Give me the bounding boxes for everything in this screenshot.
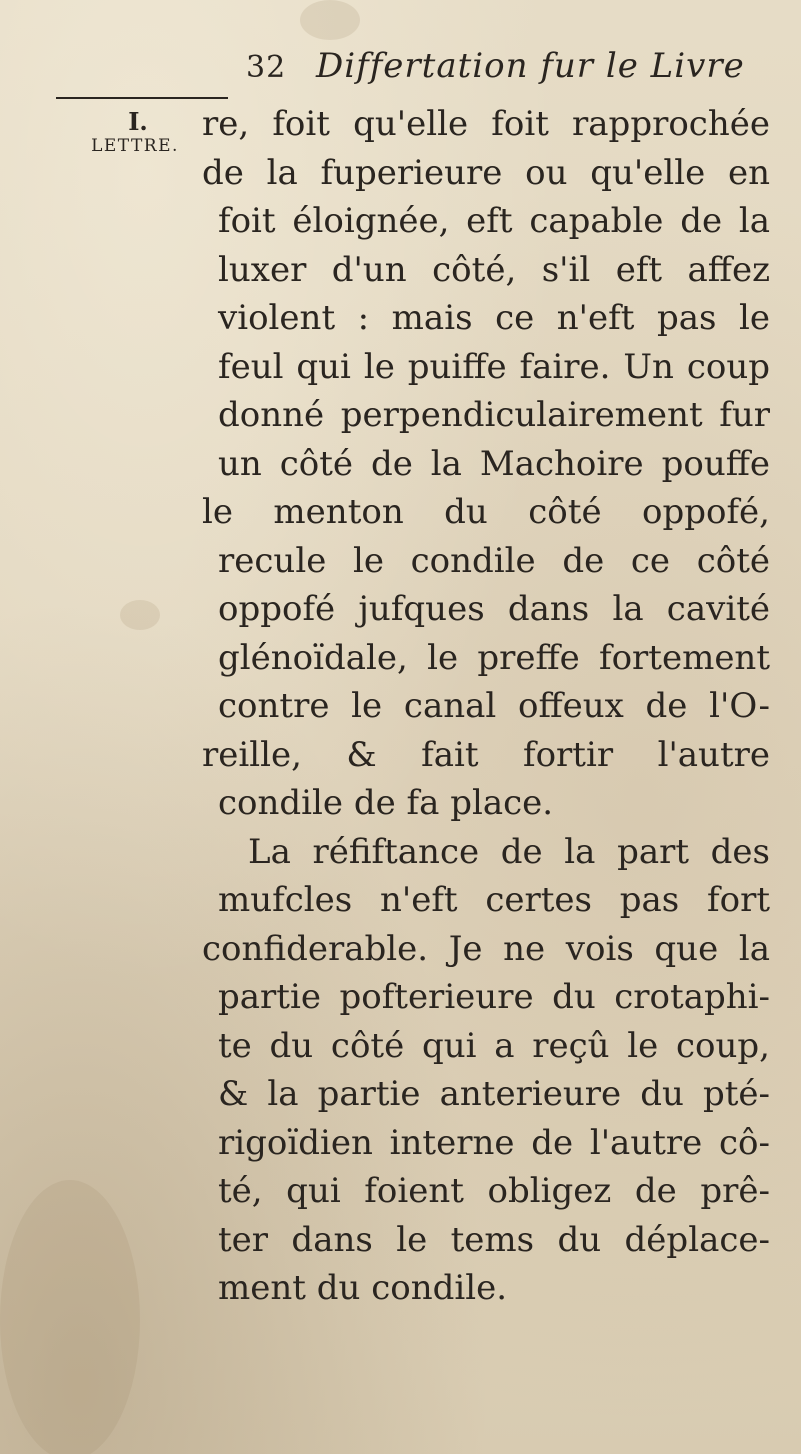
text-line: foit éloignée, eft capable de la (218, 201, 770, 241)
text-line: oppofé jufques dans la cavité (218, 589, 770, 629)
text-line: violent : mais ce n'eft pas le (218, 298, 770, 338)
text-line: recule le condile de ce côté (218, 540, 770, 581)
running-title: Differtation fur le Livre (316, 46, 745, 86)
text-line: un côté de la Machoire pouffe (218, 443, 770, 484)
text-line: reille, & fait fortir l'autre (202, 734, 770, 775)
text-line: mufcles n'eft certes pas fort (218, 880, 770, 920)
text-line: condile de fa place. (218, 783, 554, 823)
text-line: le menton du côté oppofé, (202, 492, 770, 532)
text-line: & la partie anterieure du pté- (218, 1074, 770, 1114)
text-line: luxer d'un côté, s'il eft affez (218, 249, 770, 290)
text-line: rigoïdien interne de l'autre cô- (218, 1122, 770, 1163)
paper-stain (300, 0, 360, 40)
margin-note (50, 107, 220, 156)
page-number: 32 (246, 50, 287, 85)
text-line: de la fuperieure ou qu'elle en (202, 152, 770, 193)
paper-stain (0, 1180, 140, 1454)
margin-note-numeral: I. (128, 107, 148, 136)
text-line: té, qui foient obligez de prê- (218, 1171, 770, 1211)
text-line: re, foit qu'elle foit rapprochée (202, 104, 770, 144)
text-line-paragraph-start: La réfiftance de la part des (248, 831, 770, 872)
text-line: donné perpendiculairement fur (218, 395, 770, 435)
body-text (202, 100, 770, 1313)
text-line: ter dans le tems du déplace- (218, 1219, 770, 1260)
margin-rule (56, 97, 228, 99)
page-header (246, 42, 745, 88)
paper-stain (120, 600, 160, 630)
text-line: confiderable. Je ne vois que la (202, 928, 770, 969)
text-line: contre le canal offeux de l'O- (218, 686, 770, 726)
margin-note-word: LETTRE. (91, 136, 179, 156)
text-line: ment du condile. (218, 1268, 508, 1308)
text-line: glénoïdale, le preffe fortement (218, 637, 770, 678)
text-line: partie pofterieure du crotaphi- (218, 977, 770, 1017)
text-line: feul qui le puiffe faire. Un coup (218, 346, 770, 387)
text-line: te du côté qui a reçû le coup, (218, 1025, 770, 1066)
